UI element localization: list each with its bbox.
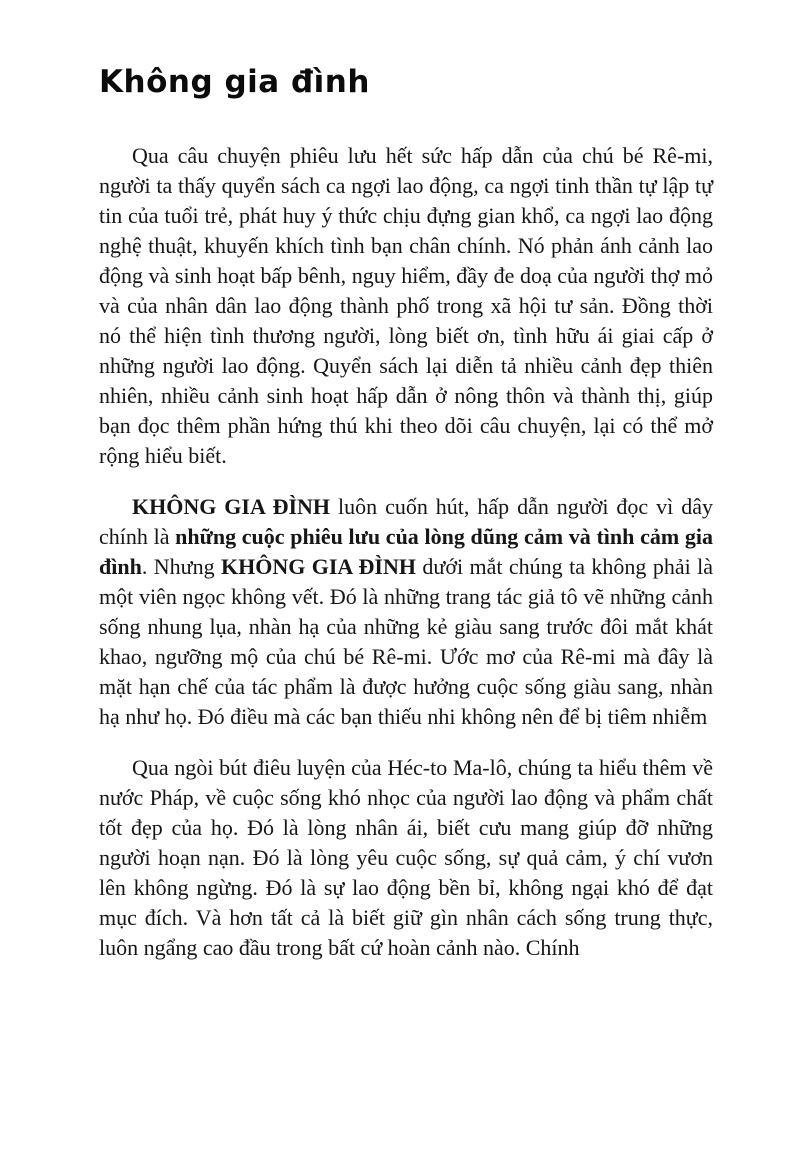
- text-segment: luôn cuốn hút, hấp dẫn người đọc vì dây chính là: [99, 494, 713, 549]
- page-title: Không gia đình: [99, 64, 370, 100]
- paragraph: [99, 753, 713, 963]
- bold-text-segment: những cuộc phiêu lưu của lòng dũng cảm và tình cảm gia đình: [99, 524, 713, 579]
- paragraph: [99, 492, 713, 732]
- bold-text-segment: KHÔNG GIA ĐÌNH: [221, 554, 416, 579]
- paragraph: [99, 141, 713, 471]
- body-text: [99, 141, 713, 984]
- text-segment: Qua câu chuyện phiêu lưu hết sức hấp dẫn của chú bé Rê-mi, người ta thấy quyển sách ca ngợi lao động, ca ngợi tinh thần tự lập tự tin của tuổi trẻ, phát huy ý thức chịu đựng gian khổ, ca ngợi lao động nghệ thuật, khuyến khích tình bạn chân chính. Nó phản ánh cảnh lao động và sinh hoạt bấp bênh, nguy hiểm, đầy đe doạ của người thợ mỏ và của nhân dân lao động thành phố trong xã hội tư sản. Đồng thời nó thể hiện tình thương người, lòng biết ơn, tình hữu ái giai cấp ở những người lao động. Quyển sách lại diễn tả nhiều cảnh đẹp thiên nhiên, nhiều cảnh sinh hoạt hấp dẫn ở nông thôn và thành thị, giúp bạn đọc thêm phần hứng thú khi theo dõi câu chuyện, lại có thể mở rộng hiểu biết.: [99, 143, 713, 468]
- bold-text-segment: KHÔNG GIA ĐÌNH: [132, 494, 331, 519]
- text-segment: dưới mắt chúng ta không phải là một viên ngọc không vết. Đó là những trang tác giả tô vẽ những cảnh sống nhung lụa, nhàn hạ của những kẻ giàu sang trước đôi mắt khát khao, ngưỡng mộ của chú bé Rê-mi. Ước mơ của Rê-mi mà đây là mặt hạn chế của tác phẩm là được hưởng cuộc sống giàu sang, nhàn hạ như họ. Đó điều mà các bạn thiếu nhi không nên để bị tiêm nhiễm: [99, 554, 714, 729]
- text-segment: . Nhưng: [141, 554, 221, 579]
- text-segment: Qua ngòi bút điêu luyện của Héc-to Ma-lô, chúng ta hiểu thêm về nước Pháp, về cuộc sống khó nhọc của người lao động và phẩm chất tốt đẹp của họ. Đó là lòng nhân ái, biết cưu mang giúp đỡ những người hoạn nạn. Đó là lòng yêu cuộc sống, sự quả cảm, ý chí vươn lên không ngừng. Đó là sự lao động bền bỉ, không ngại khó để đạt mục đích. Và hơn tất cả là biết giữ gìn nhân cách sống trung thực, luôn ngẩng cao đầu trong bất cứ hoàn cảnh nào. Chính: [99, 755, 713, 960]
